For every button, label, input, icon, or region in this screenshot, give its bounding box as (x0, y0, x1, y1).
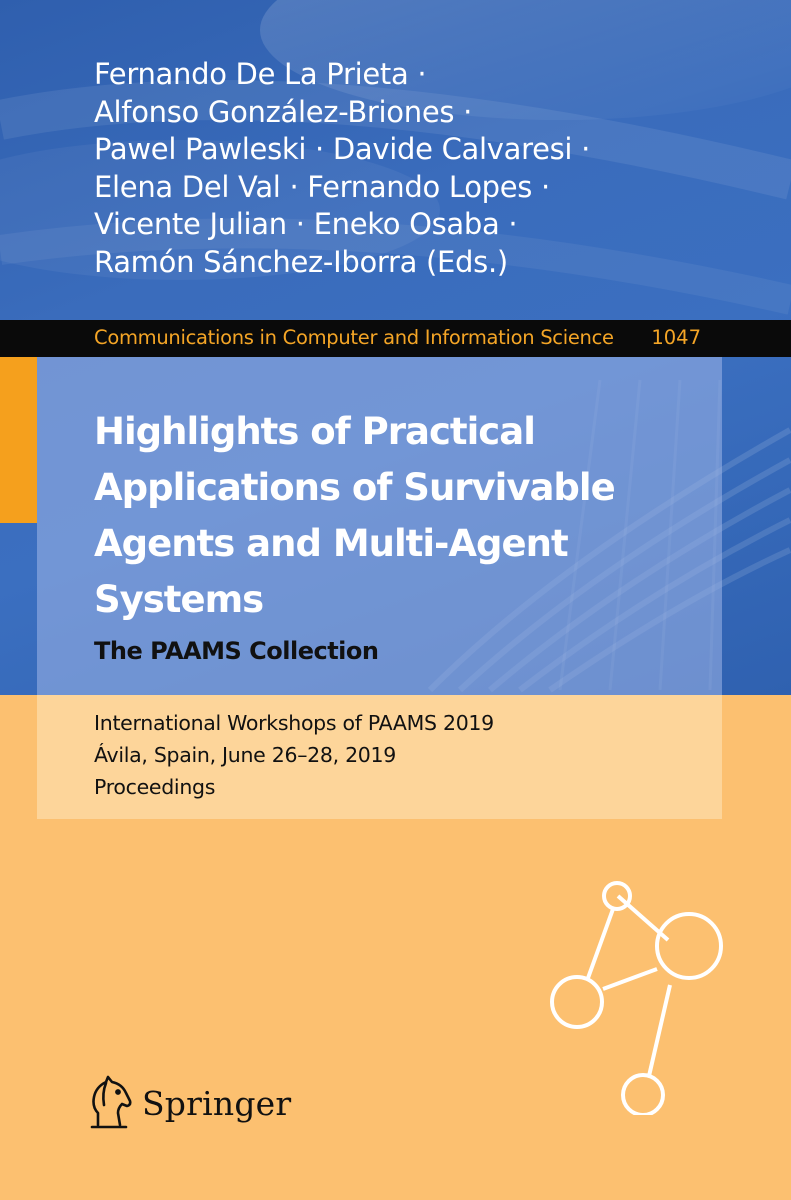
springer-horse-icon (84, 1075, 134, 1131)
book-title-line: Systems (94, 578, 264, 621)
publisher-name: Springer (142, 1083, 292, 1123)
conference-info-line: International Workshops of PAAMS 2019 (94, 711, 494, 735)
orange-accent-tab (0, 357, 37, 523)
book-title-line: Agents and Multi-Agent (94, 522, 568, 565)
conference-info-line: Ávila, Spain, June 26–28, 2019 (94, 743, 397, 767)
conference-info (94, 707, 494, 803)
series-bar (0, 320, 791, 357)
editors-line: Pawel Pawleski · Davide Calvaresi · (94, 132, 591, 166)
editors-line: Fernando De La Prieta · (94, 57, 427, 91)
publisher-logo (84, 1073, 291, 1133)
book-subtitle: The PAAMS Collection (94, 637, 379, 665)
series-number: 1047 (651, 326, 701, 349)
series-name: Communications in Computer and Information Science (94, 326, 614, 349)
editors-line: Alfonso González-Briones · (94, 94, 473, 129)
editors-line: Ramón Sánchez-Iborra (Eds.) (94, 244, 508, 279)
editors-line: Vicente Julian · Eneko Osaba · (94, 207, 518, 241)
book-title-line: Highlights of Practical (94, 410, 535, 453)
book-title (94, 404, 714, 628)
editors-list (94, 56, 754, 281)
book-title-line: Applications of Survivable (94, 466, 615, 509)
graph-nodes-icon (545, 875, 735, 1115)
editors-line: Elena Del Val · Fernando Lopes · (94, 169, 550, 204)
conference-info-line: Proceedings (94, 775, 216, 799)
